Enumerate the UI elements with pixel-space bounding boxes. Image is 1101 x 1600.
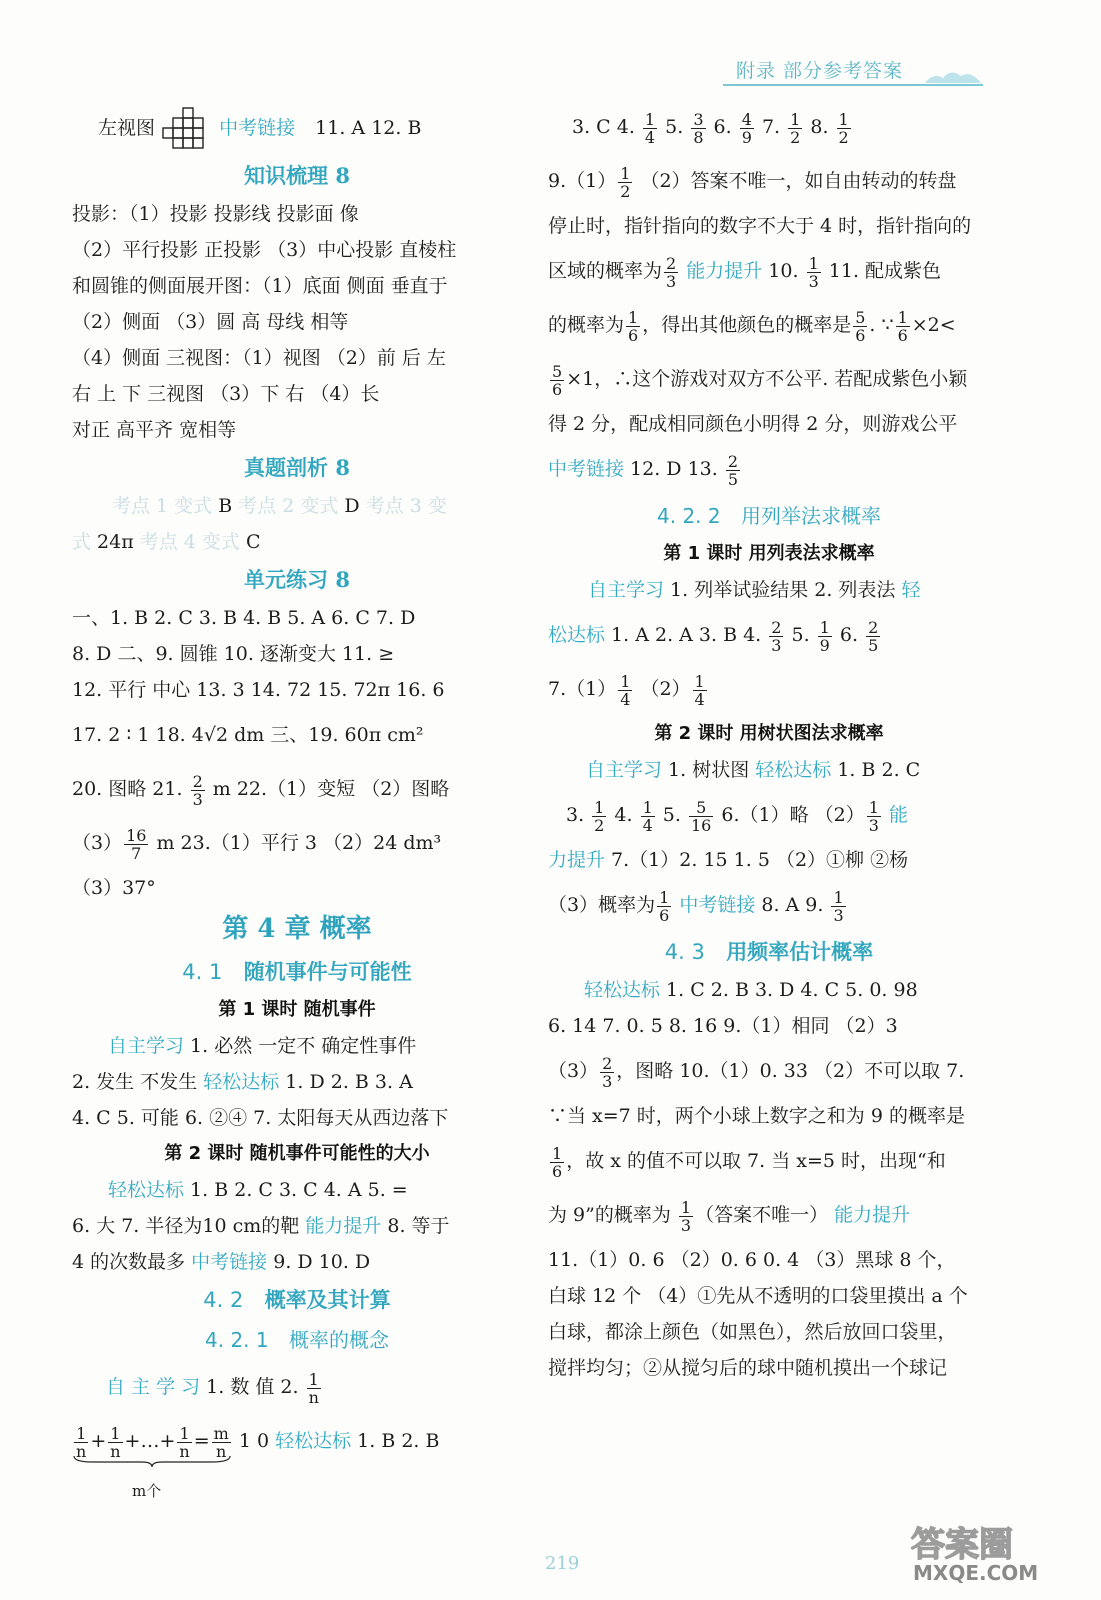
zhongkao-link-label: 中考链接 xyxy=(191,1251,268,1273)
section-title: 概率的概念 xyxy=(288,1328,389,1352)
section-number: 4. 2 xyxy=(203,1288,244,1312)
answer-line: ∵当 x=7 时，两个小球上数字之和为 9 的概率是 xyxy=(548,1105,965,1127)
fraction: $\frac{3}{8}$ xyxy=(693,109,704,147)
fraction: $\frac{5}{6}$ xyxy=(855,307,866,345)
right-column xyxy=(548,100,990,1520)
answer-text: 8. 等于 xyxy=(381,1215,450,1237)
nengli-label: 能 xyxy=(882,804,908,826)
section-title: 用列举法求概率 xyxy=(740,504,881,528)
qingsong-label: 轻 xyxy=(901,579,921,601)
fraction: $\frac{1}{6}$ xyxy=(659,887,670,925)
fraction: $\frac{1}{3}$ xyxy=(868,797,879,835)
answer-line: $\frac{1}{6}$ ，故 x 的值不可以取 7. 当 x=5 时，出现“和 xyxy=(552,1143,946,1181)
faded-label: 考点 1 变式 xyxy=(112,495,213,517)
qingsong-label: 轻松达标 xyxy=(755,759,832,781)
fraction: $\frac{1}{4}$ xyxy=(644,109,656,147)
fraction: $\frac{2}{3}$ xyxy=(666,253,677,291)
answer-line: （2）侧面 （3）圆 高 母线 相等 xyxy=(72,311,349,333)
answer-line xyxy=(72,816,522,870)
answer-line: 对正 高平齐 宽相等 xyxy=(72,419,237,441)
left-column xyxy=(72,100,522,1520)
zizhu-label: 自主学习 xyxy=(108,1035,185,1057)
qingsong-label: 松达标 xyxy=(548,624,606,646)
answer-line: （3）概率为 $\frac{1}{6}$ 中考链接 8. A 9. $\frac{1}{3}$ xyxy=(548,887,844,925)
fraction: $\frac{1}{2}$ xyxy=(838,109,849,147)
answer-text: 4 的次数最多 xyxy=(72,1251,192,1273)
fraction: $\frac{2}{3}$ xyxy=(192,771,203,809)
answer-text: 1. 数 值 2. xyxy=(200,1376,305,1398)
fraction: $\frac{1}{n}$ xyxy=(179,1423,190,1461)
section-heading xyxy=(72,1280,522,1320)
answer-line: 松达标 1. A 2. A 3. B 4. $\frac{2}{3}$ 5. $\frac{1}{9}$ 6. $\frac{2}{5}$ xyxy=(548,617,879,655)
fraction: $\frac{1}{4}$ xyxy=(694,671,705,709)
answer-line: 轻松达标 1. C 2. B 3. D 4. C 5. 0. 98 xyxy=(584,979,918,1001)
section-title: 概率及其计算 xyxy=(264,1287,391,1312)
fraction: $\frac{m}{n}$ xyxy=(213,1423,229,1461)
fraction: $\frac{5}{16}$ xyxy=(690,797,712,835)
answer-text: 1. B 2. C 3. C 4. A 5. = xyxy=(184,1179,408,1201)
page-number: 219 xyxy=(545,1553,580,1574)
answer-line: 一、1. B 2. C 3. B 4. B 5. A 6. C 7. D xyxy=(72,607,416,629)
lesson-title: 第 2 课时 随机事件可能性的大小 xyxy=(164,1143,430,1164)
answer-line xyxy=(72,1360,522,1414)
fraction: $\frac{1}{3}$ xyxy=(680,1197,692,1235)
section-title: 随机事件与可能性 xyxy=(243,959,412,984)
answer-line: （4）侧面 三视图：（1）视图 （2）前 后 左 xyxy=(72,347,446,369)
answer-line: 3. C 4. $\frac{1}{4}$ 5. $\frac{3}{8}$ 6. $\frac{4}{9}$ 7. $\frac{1}{2}$ 8. $\frac{1}{2}$ xyxy=(572,109,849,147)
section-heading: 单元练习 8 xyxy=(244,567,350,592)
svg-text:答案圈: 答案圈 xyxy=(911,1525,1013,1565)
answer-line: 自主学习 1. 树状图 轻松达标 1. B 2. C xyxy=(586,759,921,781)
answer-line: 投影：（1）投影 投影线 投影面 像 xyxy=(72,203,359,225)
answer-line: 9.（1） $\frac{1}{2}$ （2）答案不唯一，如自由转动的转盘 xyxy=(548,163,957,201)
zizhu-label: 自 主 学 习 xyxy=(106,1376,201,1398)
section-title: 用频率估计概率 xyxy=(726,939,874,964)
fraction: $\frac{16}{7}$ xyxy=(126,825,147,863)
answer-line: $\frac{5}{6}$ ×1，∴这个游戏对双方不公平. 若配成紫色小颖 xyxy=(552,361,968,399)
answer-line: 停止时，指针指向的数字不大于 4 时，指针指向的 xyxy=(548,215,972,237)
answer-line: 6. 14 7. 0. 5 8. 16 9.（1）相同 （2）3 xyxy=(548,1015,898,1037)
fraction: $\frac{4}{9}$ xyxy=(741,109,752,147)
answer-line: 右 上 下 三视图 （3）下 右 （4）长 xyxy=(72,383,380,405)
answer-text: m 22.（1）变短 （2）图略 xyxy=(206,778,450,800)
answer-line xyxy=(72,100,522,156)
answer-text: 1. 必然 一定不 确定性事件 xyxy=(184,1035,417,1057)
subsection-heading xyxy=(548,496,990,536)
running-header xyxy=(723,56,983,86)
fraction: $\frac{2}{3}$ xyxy=(771,617,782,655)
fraction: $\frac{1}{6}$ xyxy=(628,307,639,345)
fraction: $\frac{5}{6}$ xyxy=(552,361,563,399)
left-view-grid-icon xyxy=(161,107,205,151)
answer-text: B xyxy=(212,495,239,517)
fraction: $\frac{2}{3}$ xyxy=(602,1053,613,1091)
fraction: $\frac{1}{n}$ xyxy=(76,1423,87,1461)
answer-line xyxy=(72,1064,522,1100)
answer-line: 得 2 分，配成相同颜色小明得 2 分，则游戏公平 xyxy=(548,413,958,435)
fraction: $\frac{1}{2}$ xyxy=(790,109,801,147)
lesson-title: 第 2 课时 用树状图法求概率 xyxy=(654,723,884,744)
nengli-label: 力提升 xyxy=(548,849,606,871)
equals-sign: = xyxy=(193,1430,210,1452)
section-heading xyxy=(72,952,522,992)
fraction: $\frac{1}{3}$ xyxy=(808,253,819,291)
section-heading: 真题剖析 8 xyxy=(244,455,350,480)
section-number: 4. 1 xyxy=(182,960,223,984)
answer-line: （2）平行投影 正投影 （3）中心投影 直棱柱 xyxy=(72,239,457,261)
zhongkao-link-label: 中考链接 xyxy=(548,458,625,480)
answer-line: 中考链接 12. D 13. $\frac{2}{5}$ xyxy=(548,451,739,489)
zizhu-label: 自主学习 xyxy=(586,759,663,781)
answer-line: （3） $\frac{2}{3}$ ，图略 10.（1）0. 33 （2）不可以取 7. xyxy=(548,1053,965,1091)
faded-label: 考点 3 变 xyxy=(365,495,447,517)
fraction: $\frac{1}{4}$ xyxy=(620,671,631,709)
answer-line: 3. $\frac{1}{2}$ 4. $\frac{1}{4}$ 5. $\frac{5}{16}$ 6.（1）略 （2） $\frac{1}{3}$ 能 xyxy=(566,797,908,835)
qingsong-label: 轻松达标 xyxy=(203,1071,280,1093)
qingsong-label: 轻松达标 xyxy=(275,1430,352,1452)
nengli-label: 能力提升 xyxy=(305,1215,382,1237)
answer-line: 区域的概率为 $\frac{2}{3}$ 能力提升 10. $\frac{1}{3}$ 11. 配成紫色 xyxy=(548,253,942,291)
answer-text: 24π xyxy=(91,531,140,553)
answer-line xyxy=(72,524,522,560)
zizhu-label: 自主学习 xyxy=(588,579,665,601)
answer-line: 4. C 5. 可能 6. ②④ 7. 太阳每天从西边落下 xyxy=(72,1107,449,1129)
answer-line: 的概率为 $\frac{1}{6}$ ，得出其他颜色的概率是 $\frac{5}{6}$ . ∵ $\frac{1}{6}$ ×2< xyxy=(548,307,956,345)
section-heading xyxy=(548,932,990,972)
faded-label: 考点 4 变式 xyxy=(139,531,240,553)
answer-line: 12. 平行 中心 13. 3 14. 72 15. 72π 16. 6 xyxy=(72,679,445,701)
site-watermark-logo xyxy=(903,1516,1073,1586)
section-number: 4. 2. 2 xyxy=(657,504,721,528)
header-rule xyxy=(723,84,983,86)
answer-text: 1. B 2. B xyxy=(351,1430,440,1452)
answer-line: 白球，都涂上颜色（如黑色），然后放回口袋里， xyxy=(548,1321,957,1343)
fraction: $\frac{1}{n}$ xyxy=(110,1423,121,1461)
qingsong-label: 轻松达标 xyxy=(584,979,661,1001)
nengli-label: 能力提升 xyxy=(686,260,763,282)
fraction: $\frac{2}{5}$ xyxy=(727,451,739,489)
zhongkao-link-label: 中考链接 xyxy=(219,117,296,139)
answer-text: 1. D 2. B 3. A xyxy=(279,1071,413,1093)
answer-line: 11.（1）0. 6 （2）0. 6 0. 4 （3）黑球 8 个， xyxy=(548,1249,956,1271)
fraction: $\frac{1}{3}$ xyxy=(833,887,844,925)
faded-label: 考点 2 变式 xyxy=(238,495,339,517)
section-heading: 知识梳理 8 xyxy=(244,163,350,188)
answer-text: 6. 大 7. 半径为10 cm的靶 xyxy=(72,1215,306,1237)
fraction: $\frac{2}{5}$ xyxy=(868,617,879,655)
underbrace-label: m个 xyxy=(132,1482,162,1500)
answer-line xyxy=(72,1028,522,1064)
cloud-decoration-icon xyxy=(923,68,983,84)
answer-line: 17. 2 ∶ 1 18. 4√2 dm 三、19. 60π cm² xyxy=(72,724,424,746)
fraction: $\frac{1}{2}$ xyxy=(594,797,605,835)
lesson-title: 第 1 课时 随机事件 xyxy=(218,999,376,1020)
chapter-title: 第 4 章 概率 xyxy=(222,914,372,944)
answer-line: 力提升 7.（1）2. 15 1. 5 （2）①柳 ②杨 xyxy=(548,849,909,871)
answer-line: 为 9”的概率为 $\frac{1}{3}$ （答案不唯一） 能力提升 xyxy=(548,1197,911,1235)
answer-line: 白球 12 个 （4）①先从不透明的口袋里摸出 a 个 xyxy=(548,1285,968,1307)
nengli-label: 能力提升 xyxy=(834,1204,911,1226)
qingsong-label: 轻松达标 xyxy=(108,1179,185,1201)
answer-line: 自主学习 1. 列举试验结果 2. 列表法 轻 xyxy=(588,579,921,601)
answer-line xyxy=(72,1172,522,1208)
fraction: $\frac{1}{n}$ xyxy=(308,1369,319,1407)
answer-line: $\frac{1}{n}$ + $\frac{1}{n}$ +…+ $\frac{1}{n}$ = $\frac{m}{n}$ 1 0 轻松达标 1. B 2. B m个 xyxy=(72,1414,522,1468)
lesson-title: 第 1 课时 用列表法求概率 xyxy=(663,543,875,564)
section-number: 4. 2. 1 xyxy=(205,1328,269,1352)
answer-line: （3）37° xyxy=(72,877,156,899)
fraction: $\frac{1}{4}$ xyxy=(642,797,653,835)
ellipsis-sum: +…+ xyxy=(124,1430,176,1452)
answer-line xyxy=(72,762,522,816)
section-number: 4. 3 xyxy=(664,940,705,964)
answer-line: 和圆锥的侧面展开图：（1）底面 侧面 垂直于 xyxy=(72,275,448,297)
answer-line: 搅拌均匀；②从搅匀后的球中随机摸出一个球记 xyxy=(548,1357,948,1379)
answer-line xyxy=(72,488,522,524)
answer-text: D xyxy=(338,495,366,517)
answer-line xyxy=(72,1208,522,1244)
answer-text: （3） xyxy=(72,832,123,854)
fraction: $\frac{1}{6}$ xyxy=(897,307,908,345)
answer-text: C xyxy=(239,531,261,553)
subsection-heading xyxy=(72,1320,522,1360)
answer-text: m 23.（1）平行 3 （2）24 dm³ xyxy=(150,832,442,854)
answer-line: 8. D 二、9. 圆锥 10. 逐渐变大 11. ≥ xyxy=(72,643,395,665)
answer-text: 9. D 10. D xyxy=(267,1251,371,1273)
faded-label: 式 xyxy=(72,531,92,553)
header-title: 附录 部分参考答案 xyxy=(735,60,903,82)
svg-text:MXQE.COM: MXQE.COM xyxy=(913,1561,1039,1585)
answer-text: 1 0 xyxy=(232,1430,276,1452)
fraction: $\frac{1}{2}$ xyxy=(620,163,631,201)
zhongkao-link-label: 中考链接 xyxy=(673,894,756,916)
answer-text: 11. A 12. B xyxy=(315,117,422,139)
answer-line: 7.（1） $\frac{1}{4}$ （2） $\frac{1}{4}$ xyxy=(548,671,705,709)
answer-line xyxy=(72,1244,522,1280)
fraction: $\frac{1}{9}$ xyxy=(819,617,830,655)
answer-text: 左视图 xyxy=(98,117,156,139)
answer-text: 2. 发生 不发生 xyxy=(72,1071,204,1093)
answer-text: 20. 图略 21. xyxy=(72,778,189,800)
fraction: $\frac{1}{6}$ xyxy=(552,1143,563,1181)
